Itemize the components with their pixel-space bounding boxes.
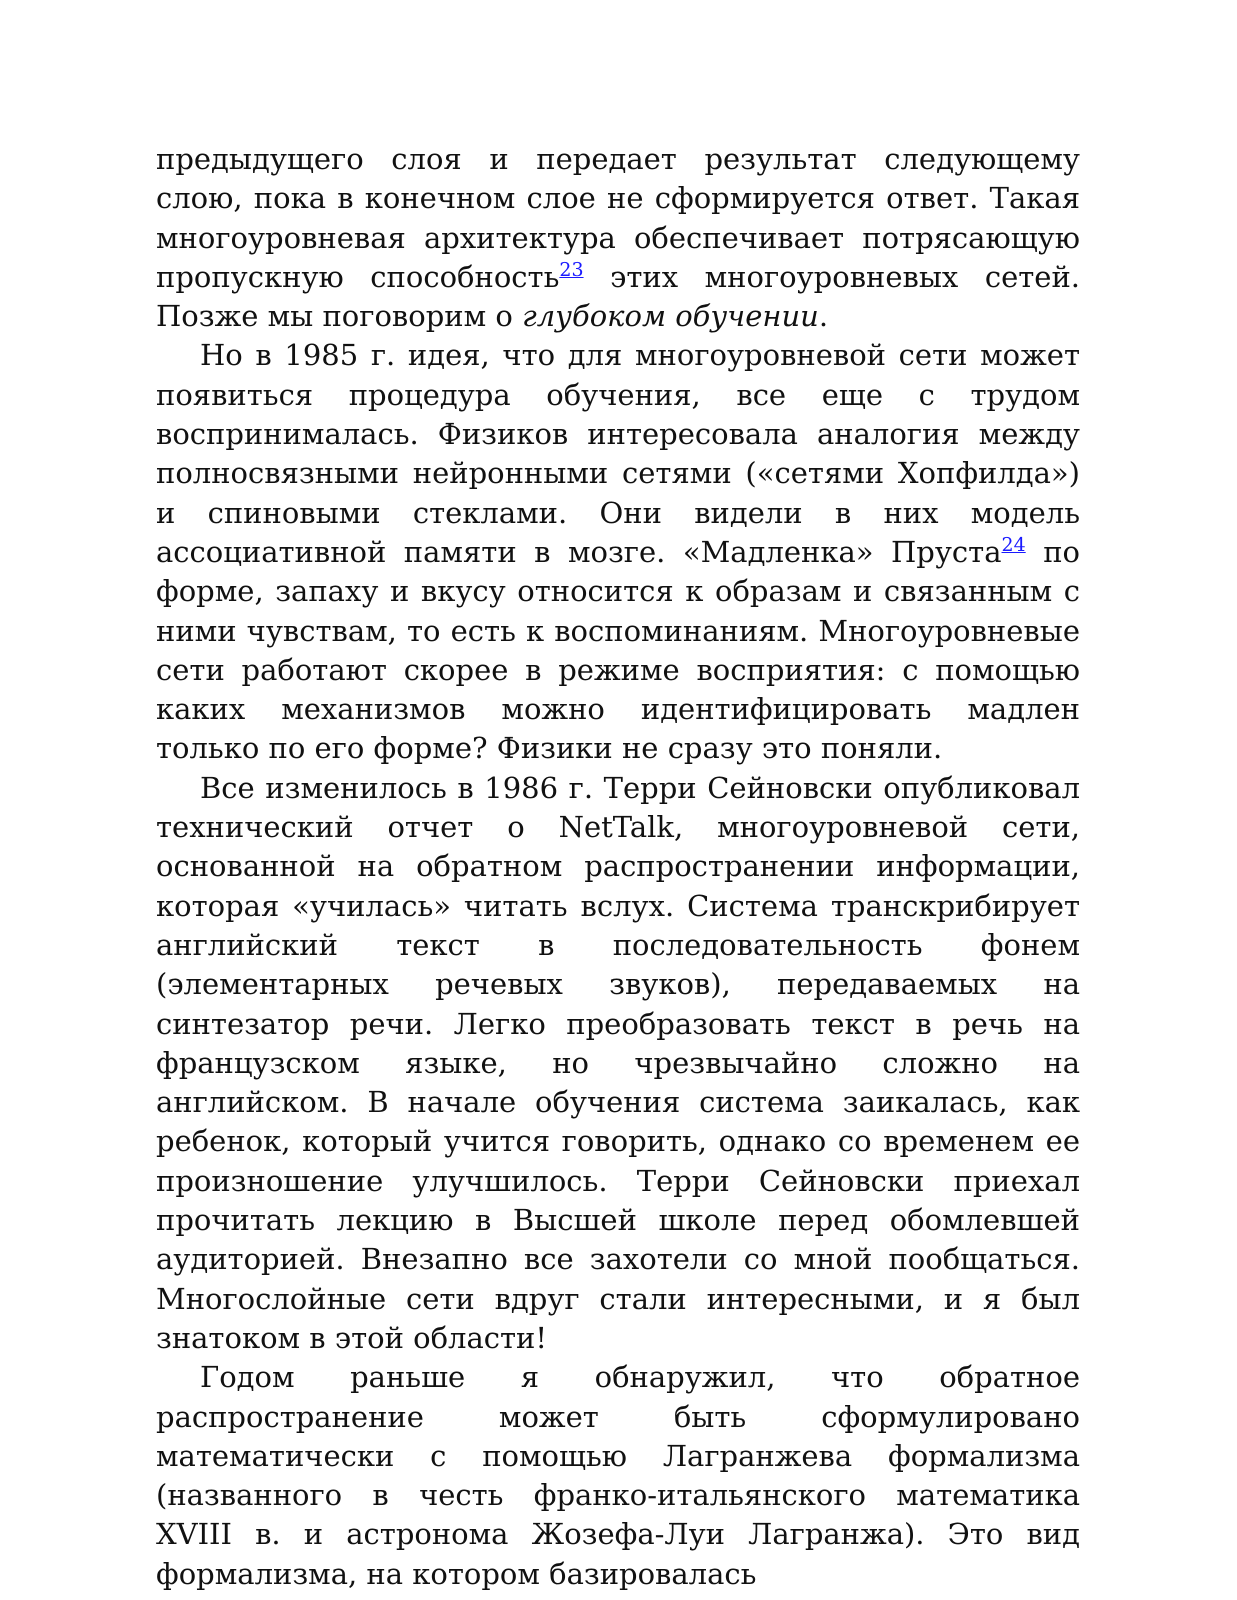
page-body — [156, 140, 1080, 1594]
paragraph-3 — [156, 769, 1080, 1358]
italic-term-deep-learning: глубоком обучении — [522, 299, 819, 334]
paragraph-2-text-start: Но в 1985 г. идея, что для многоуровневой сети может появиться процедура обучения, все еще с трудом воспринималась. Физиков интересовала аналогия между полносвязными нейронными сетями («сетями Хопфилда») и спиновыми стеклами. Они видели в них модель ассоциативной памяти в мозге. «Мадленка» Пруста — [156, 338, 1080, 569]
footnote-link-24[interactable]: 24 — [1001, 533, 1026, 556]
paragraph-1-text-end: . — [818, 299, 829, 334]
paragraph-4 — [156, 1358, 1080, 1594]
footnote-link-23[interactable]: 23 — [559, 258, 584, 281]
paragraph-1-text-start: предыдущего слоя и передает результат следующему слою, пока в конечном слое не сформируется ответ. Такая многоуровневая архитектура обеспечивает потрясающую пропускную способность — [156, 142, 1080, 294]
paragraph-2 — [156, 336, 1080, 768]
paragraph-2-text-end: по форме, запаху и вкусу относится к образам и связанным с ними чувствам, то есть к воспоминаниям. Многоуровневые сети работают скорее в режиме восприятия: с помощью каких механизмов можно идентифицировать мадлен только по его форме? Физики не сразу это поняли. — [156, 534, 1080, 766]
paragraph-3-text: Все изменилось в 1986 г. Терри Сейновски опубликовал технический отчет о NetTalk, многоуровневой сети, основанной на обратном распространении информации, которая «училась» читать вслух. Система транскрибирует английский текст в последовательность фонем (элементарных речевых звуков), передаваемых на синтезатор речи. Легко преобразовать текст в речь на французском языке, но чрезвычайно сложно на английском. В начале обучения система заикалась, как ребенок, который учится говорить, однако со временем ее произношение улучшилось. Терри Сейновски приехал прочитать лекцию в Высшей школе перед обомлевшей аудиторией. Внезапно все захотели со мной пообщаться. Многослойные сети вдруг стали интересными, и я был знатоком в этой области! — [156, 770, 1080, 1355]
paragraph-1 — [156, 140, 1080, 336]
paragraph-4-text: Годом раньше я обнаружил, что обратное распространение может быть сформулировано математически с помощью Лагранжева формализма (названного в честь франко-итальянского математика XVIII в. и астронома Жозефа-Луи Лагранжа). Это вид формализма, на котором базировалась — [156, 1360, 1080, 1591]
paragraph-1-text-middle: этих многоуровневых сетей. Позже мы поговорим о — [156, 259, 1080, 334]
